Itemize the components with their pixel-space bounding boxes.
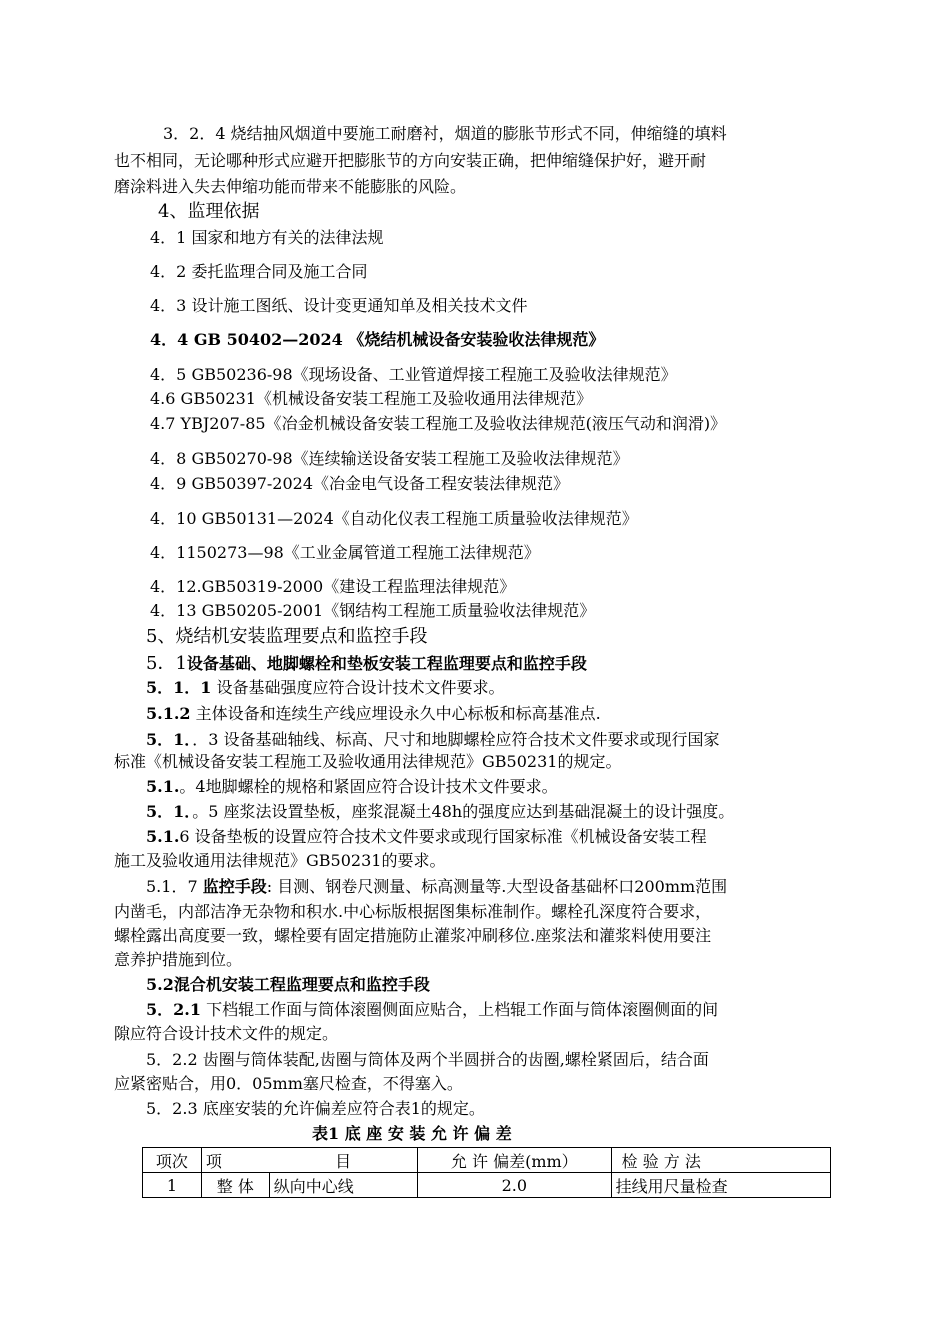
clause-line <box>146 802 734 822</box>
list-item: 4．3 设计施工图纸、设计变更通知单及相关技术文件 <box>150 296 528 315</box>
clause-number: 5．2.1 <box>146 1000 201 1019</box>
list-item: 4．2 委托监理合同及施工合同 <box>150 262 368 281</box>
table-row <box>143 1173 831 1198</box>
section-heading-5: 5、烧结机安装监理要点和监控手段 <box>146 626 428 647</box>
clause-line: 应紧密贴合，用0．05mm塞尺检查，不得塞入。 <box>114 1074 463 1093</box>
clause-line: 内凿毛，内部洁净无杂物和积水.中心标版根据图集标准制作。螺栓孔深度符合要求， <box>114 902 712 921</box>
list-item: 4.6 GB50231《机械设备安装工程施工及验收通用法律规范》 <box>150 389 592 408</box>
header-cell: 检 验 方 法 <box>611 1148 830 1173</box>
clause-line <box>146 730 720 750</box>
table-cell: 纵向中心线 <box>269 1173 417 1198</box>
section-heading-4: 4、监理依据 <box>158 201 260 222</box>
subsection-number: 5．1 <box>146 653 187 674</box>
clause-number: 5.1. <box>146 777 180 796</box>
paragraph-line: 也不相同，无论哪种形式应避开把膨胀节的方向安装正确，把伸缩缝保护好，避开耐 <box>114 151 707 170</box>
tolerance-table <box>142 1147 831 1198</box>
clause-number: 5.1．7 <box>146 877 203 896</box>
list-item: 4．5 GB50236-98《现场设备、工业管道焊接工程施工及验收法律规范》 <box>150 365 677 384</box>
list-item: 4．1150273—98《工业金属管道工程施工法律规范》 <box>150 543 540 562</box>
table-caption: 表1 底 座 安 装 允 许 偏 差 <box>312 1124 512 1143</box>
header-cell: 允 许 偏差(mm） <box>417 1148 611 1173</box>
list-item: 4．1 国家和地方有关的法律法规 <box>150 228 384 247</box>
clause-line <box>146 827 707 847</box>
header-cell: 项 <box>201 1148 269 1173</box>
clause-line: 意养护措施到位。 <box>114 950 243 969</box>
clause-line: 5．2.2 齿圈与筒体装配,齿圈与筒体及两个半圆拼合的齿圈,螺栓紧固后，结合面 <box>146 1050 709 1069</box>
list-item: 4．8 GB50270-98《连续输送设备安装工程施工及验收法律规范》 <box>150 449 629 468</box>
clause-text: 。5 座浆法设置垫板，座浆混凝土48h的强度应达到基础混凝土的设计强度。 <box>192 802 735 821</box>
clause-line: 螺栓露出高度要一致，螺栓要有固定措施防止灌浆冲刷移位.座浆法和灌浆料使用要注 <box>114 926 712 945</box>
list-item: 4.7 YBJ207-85《冶金机械设备安装工程施工及验收法律规范(液压气动和润滑)》 <box>150 414 727 433</box>
header-cell: 项次 <box>143 1148 202 1173</box>
clause-line: 隙应符合设计技术文件的规定。 <box>114 1024 339 1043</box>
table-cell: 整 体 <box>201 1173 269 1198</box>
clause-text: 设备基础强度应符合设计技术文件要求。 <box>211 678 505 697</box>
clause-line: 施工及验收通用法律规范》GB50231的要求。 <box>114 851 446 870</box>
clause-keyword: 监控手段 <box>202 877 267 896</box>
list-item: 4．13 GB50205-2001《钢结构工程施工质量验收法律规范》 <box>150 601 596 620</box>
clause-line: 标准《机械设备安装工程施工及验收通用法律规范》GB50231的规定。 <box>114 752 622 771</box>
subsection-heading <box>146 653 587 675</box>
clause-number: 5.1.2 <box>146 704 191 723</box>
clause-line <box>146 877 727 897</box>
table-cell: 2.0 <box>417 1173 611 1198</box>
list-item: 4．4 GB 50402—2024 《烧结机械设备安装验收法律规范》 <box>150 330 605 349</box>
list-item: 4．9 GB50397-2024《冶金电气设备工程安装法律规范》 <box>150 474 570 493</box>
clause-line <box>146 777 558 797</box>
header-cell: 目 <box>269 1148 417 1173</box>
list-item: 4．12.GB50319-2000《建设工程监理法律规范》 <box>150 577 516 596</box>
clause-text: 主体设备和连续生产线应埋设永久中心标板和标高基准点. <box>190 704 601 723</box>
clause-line <box>146 1000 718 1020</box>
clause-number: 5．1． <box>146 730 193 749</box>
table-header-row <box>143 1148 831 1173</box>
clause-text: ．3 设备基础轴线、标高、尺寸和地脚螺栓应符合技术文件要求或现行国家 <box>192 730 720 749</box>
clause-line <box>146 678 505 698</box>
subsection-title: 设备基础、地脚螺栓和垫板安装工程监理要点和监控手段 <box>186 654 587 673</box>
clause-line <box>146 704 601 724</box>
clause-number: 5.1. <box>146 827 180 846</box>
list-item: 4．10 GB50131—2024《自动化仪表工程施工质量验收法律规范》 <box>150 509 638 528</box>
table-cell: 1 <box>143 1173 202 1198</box>
clause-text: 6 设备垫板的设置应符合技术文件要求或现行国家标准《机械设备安装工程 <box>179 827 707 846</box>
paragraph-line: 3．2．4 烧结抽风烟道中要施工耐磨衬，烟道的膨胀节形式不同，伸缩缝的填料 <box>163 124 727 143</box>
subsection-heading: 5.2混合机安装工程监理要点和监控手段 <box>146 975 430 994</box>
clause-text: 下档辊工作面与筒体滚圈侧面应贴合，上档辊工作面与筒体滚圈侧面的间 <box>200 1000 719 1019</box>
clause-text: : 目测、钢卷尺测量、标高测量等.大型设备基础杯口200mm范围 <box>266 877 728 896</box>
clause-text: 。4地脚螺栓的规格和紧固应符合设计技术文件要求。 <box>179 777 558 796</box>
paragraph-line: 磨涂料进入失去伸缩功能而带来不能膨胀的风险。 <box>114 177 467 196</box>
table-cell: 挂线用尺量检查 <box>611 1173 830 1198</box>
clause-number: 5．1． <box>146 802 193 821</box>
clause-line: 5．2.3 底座安装的允许偏差应符合表1的规定。 <box>146 1099 485 1118</box>
clause-number: 5．1．1 <box>146 678 212 697</box>
